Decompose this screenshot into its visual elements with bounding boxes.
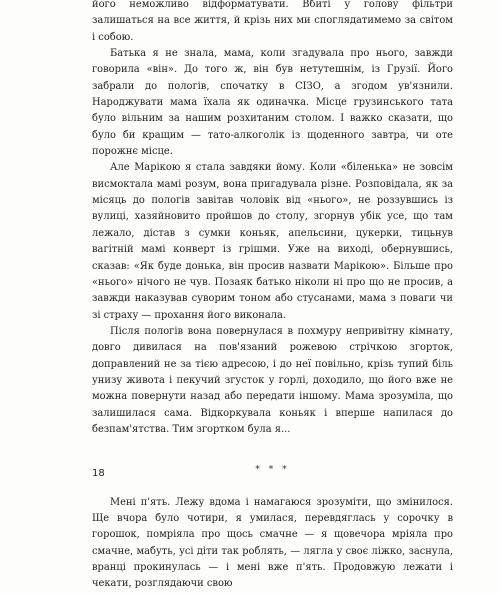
page-number: 18 (92, 468, 105, 479)
paragraph-name-origin: Але Марікою я стала завдяки йому. Коли «біленька» не зовсім висмоктала мамі розум, вона пригадувала різне. Розповідала, як за місяць до пологів завітав чоловік від «нього», не роззувшись із вулиці, хазяйновито пройшов до столу, згорнув убік усе, що там лежало, дістав з сумки коньяк, апельсини, цукерки, тицьнув вагітній мамі конверт із грішми. Уже на виході, обернувшись, сказав: «Як буде донька, він просив назвати Марікою». Більше про «нього» нічого не чув. Позаяк батько ніколи ні про що не просив, а завжди наказував суворим тоном або стусанами, мама з поваги чи зі страху — прохання його виконала. (92, 162, 453, 321)
body-text (92, 0, 453, 593)
paragraph-age-five: Мені п'ять. Лежу вдома і намагаюся зрозуміти, що змінилося. Ще вчора було чотири, я умилася, перевдяглась у сорочку в горошок, помріяла про щось смачне — я щовечора мріяла про смачне, мабуть, усі діти так роблять, — лягла у своє ліжко, заснула, вранці прокинулась — і мені вже п'ять. Продовжую лежати і чекати, розглядаючи свою (92, 496, 453, 590)
paragraph-continuation: його неможливо відформатувати. Вбиті у голову фільтри залишаться на все життя, й крізь них ми споглядатимемо за світом і собою. (92, 0, 453, 43)
paragraph-after-birth: Після пологів вона повернулася в похмуру непривітну кімнату, довго дивилася на пов'язаний рожевою стрічкою згорток, доправлений не за тією адресою, і до неї повільно, крізь тупий біль унизу живота і пекучий згусток у горлі, доходило, що його вже не можна повернути назад або передати іншому. Мама зрозуміла, що залишилася сама. Відкоркувала коньяк і вперше напилася до безпам'ятства. Тим згортком була я... (92, 325, 453, 435)
section-separator: * * * (255, 465, 290, 476)
paragraph-father: Батька я не знала, мама, коли згадувала про нього, завжди говорила «він». До того ж, він був нетутешнім, із Грузії. Його забрали до пологів, спочатку в СІЗО, а згодом ув'язнили. Народжувати мама їхала як одиначка. Місце грузинського тата було вільним за нашим розхитаним столом. І важко сказати, що було би кращим — тато-алкоголік із щоденного завтра, чи оте порожнє місце. (92, 48, 453, 158)
